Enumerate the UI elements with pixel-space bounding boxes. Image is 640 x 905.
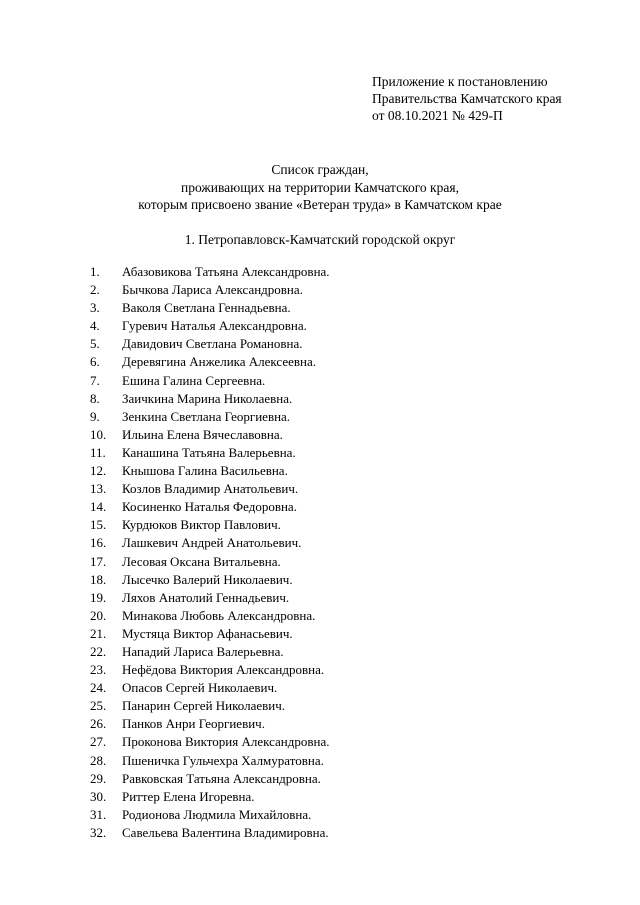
list-item (90, 643, 330, 661)
list-item-name: Кнышова Галина Васильевна. (122, 463, 288, 479)
list-item (90, 353, 330, 371)
list-item (90, 390, 330, 408)
list-item-number: 23. (90, 662, 107, 678)
list-item-name: Деревягина Анжелика Алексеевна. (122, 354, 317, 370)
list-item-number: 8. (90, 390, 100, 406)
list-item-number: 18. (90, 571, 107, 587)
title-line-2: проживающих на территории Камчатского края, (181, 179, 459, 195)
list-item-number: 9. (90, 408, 100, 424)
list-item-name: Лашкевич Андрей Анатольевич. (122, 535, 302, 551)
list-item-number: 15. (90, 517, 107, 533)
list-item-number: 13. (90, 481, 107, 497)
list-item-number: 17. (90, 553, 107, 569)
list-item-number: 29. (90, 770, 107, 786)
document-title (0, 161, 640, 214)
list-item (90, 480, 330, 498)
list-item-number: 25. (90, 698, 107, 714)
list-item-name: Лысечко Валерий Николаевич. (122, 571, 293, 587)
list-item-name: Гуревич Наталья Александровна. (122, 318, 307, 334)
list-item-name: Нападий Лариса Валерьевна. (122, 643, 284, 659)
list-item (90, 299, 330, 317)
list-item-number: 14. (90, 499, 107, 515)
list-item-name: Бычкова Лариса Александровна. (122, 282, 303, 298)
list-item (90, 824, 330, 842)
list-item-number: 30. (90, 788, 107, 804)
list-item-name: Косиненко Наталья Федоровна. (122, 499, 297, 515)
list-item (90, 752, 330, 770)
list-item (90, 335, 330, 353)
list-item-name: Панарин Сергей Николаевич. (122, 698, 286, 714)
list-item-number: 21. (90, 625, 107, 641)
list-item (90, 534, 330, 552)
appendix-line-2: Правительства Камчатского края (372, 91, 562, 106)
list-item (90, 281, 330, 299)
list-item-name: Нефёдова Виктория Александровна. (122, 662, 325, 678)
title-line-1: Список граждан, (271, 162, 369, 177)
list-item-number: 22. (90, 643, 107, 659)
list-item (90, 607, 330, 625)
list-item-number: 11. (90, 444, 106, 460)
list-item-number: 2. (90, 282, 100, 298)
list-item (90, 571, 330, 589)
appendix-line-3: от 08.10.2021 № 429-П (372, 108, 503, 123)
list-item (90, 679, 330, 697)
list-item (90, 426, 330, 444)
list-item (90, 733, 330, 751)
citizen-list (90, 263, 330, 842)
list-item-name: Риттер Елена Игоревна. (122, 788, 255, 804)
list-item-name: Пшеничка Гульчехра Халмуратовна. (122, 752, 324, 768)
list-item (90, 806, 330, 824)
list-item-number: 24. (90, 680, 107, 696)
list-item-name: Родионова Людмила Михайловна. (122, 806, 312, 822)
list-item-name: Козлов Владимир Анатольевич. (122, 481, 299, 497)
list-item (90, 697, 330, 715)
appendix-line-1: Приложение к постановлению (372, 74, 548, 89)
list-item (90, 553, 330, 571)
list-item-number: 1. (90, 264, 100, 279)
list-item (90, 444, 330, 462)
list-item (90, 516, 330, 534)
list-item (90, 661, 330, 679)
list-item-number: 32. (90, 824, 107, 840)
list-item (90, 770, 330, 788)
list-item-number: 26. (90, 716, 107, 732)
list-item-name: Минакова Любовь Александровна. (122, 607, 316, 623)
list-item (90, 317, 330, 335)
title-line-3: которым присвоено звание «Ветеран труда» в Камчатском крае (138, 197, 502, 212)
list-item-number: 4. (90, 318, 100, 334)
list-item-number: 28. (90, 752, 107, 768)
list-item-name: Давидович Светлана Романовна. (122, 336, 303, 352)
list-item-number: 10. (90, 426, 107, 442)
list-item-name: Зенкина Светлана Георгиевна. (122, 408, 291, 424)
list-item-name: Заичкина Марина Николаевна. (122, 390, 293, 406)
list-item (90, 589, 330, 607)
list-item-name: Курдюков Виктор Павлович. (122, 517, 281, 533)
list-item (90, 263, 330, 281)
list-item-number: 5. (90, 336, 100, 352)
list-item-number: 16. (90, 535, 107, 551)
list-item-name: Мустяца Виктор Афанасьевич. (122, 625, 293, 641)
list-item-number: 20. (90, 607, 107, 623)
list-item-number: 27. (90, 734, 107, 750)
list-item-number: 12. (90, 463, 107, 479)
list-item-name: Панков Анри Георгиевич. (122, 716, 265, 732)
list-item-name: Равковская Татьяна Александровна. (122, 770, 321, 786)
list-item-name: Ляхов Анатолий Геннадьевич. (122, 589, 290, 605)
list-item-name: Ильина Елена Вячеславовна. (122, 426, 283, 442)
list-item-name: Савельева Валентина Владимировна. (122, 824, 329, 840)
list-item-name: Ешина Галина Сергеевна. (122, 372, 266, 388)
appendix-note (372, 73, 562, 124)
list-item-number: 7. (90, 372, 100, 388)
section-heading: 1. Петропавловск-Камчатский городской округ (184, 232, 456, 247)
list-item (90, 788, 330, 806)
list-item-name: Опасов Сергей Николаевич. (122, 680, 278, 696)
list-item-name: Ваколя Светлана Геннадьевна. (122, 300, 291, 316)
list-item (90, 408, 330, 426)
list-item-name: Абазовикова Татьяна Александровна. (122, 264, 330, 279)
list-item-number: 6. (90, 354, 100, 370)
list-item-number: 31. (90, 806, 107, 822)
list-item-name: Канашина Татьяна Валерьевна. (122, 444, 296, 460)
list-item-number: 19. (90, 589, 107, 605)
list-item (90, 715, 330, 733)
list-item (90, 372, 330, 390)
list-item-name: Проконова Виктория Александровна. (122, 734, 330, 750)
list-item-number: 3. (90, 300, 100, 316)
list-item (90, 625, 330, 643)
list-item (90, 462, 330, 480)
list-item (90, 498, 330, 516)
list-item-name: Лесовая Оксана Витальевна. (122, 553, 281, 569)
